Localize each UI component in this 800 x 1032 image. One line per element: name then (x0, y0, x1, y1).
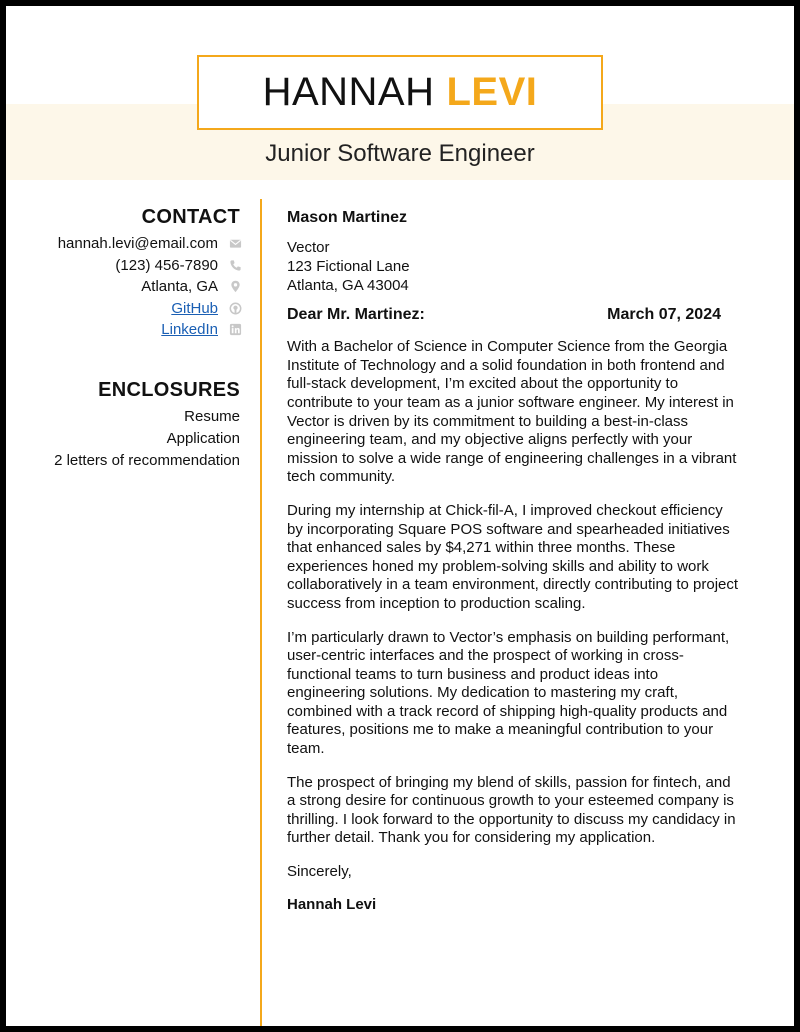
enclosures-section (26, 379, 240, 472)
recipient-address (287, 239, 739, 296)
body-paragraph: I’m particularly drawn to Vector’s emphasis on building performant, user-centric interfaces and the prospect of working in cross-functional teams to turn business and product ideas into engineering solutions. My dedication to mastering my craft, combined with a track record of shipping high-quality products and features, positions me to make a meaningful contribution to your team. (287, 628, 730, 758)
github-icon (228, 301, 242, 315)
column-divider (260, 199, 262, 1026)
recipient-name: Mason Martinez (287, 209, 408, 226)
enclosure-item: 2 letters of recommendation (54, 451, 240, 469)
job-title: Junior Software Engineer (265, 140, 535, 167)
location-text: Atlanta, GA (141, 278, 218, 296)
contact-heading: CONTACT (141, 206, 240, 228)
sidebar (26, 206, 240, 472)
salutation: Dear Mr. Martinez: (287, 305, 425, 323)
body-paragraph: With a Bachelor of Science in Computer Science from the Georgia Institute of Technology and a solid foundation in both frontend and full-stack development, I’m excited about the opportunity to contribute to your team as a junior software engineer. My interest in Vector is driven by its commitment to building a best-in-class engineering team, and my objective aligns perfectly with your mission to solve a wide range of engineering challenges in a vibrant tech community. (287, 338, 737, 486)
enclosure-item: Resume (184, 407, 240, 425)
body-paragraph: During my internship at Chick-fil-A, I improved checkout efficiency by incorporating Square POS software and spearheaded initiatives that enhanced sales by $4,271 within three months. These experiences honed my problem-solving skills and ability to work collaboratively in a team environment, directly contributing to project success from inception to production scaling. (287, 501, 739, 612)
contact-linkedin (26, 319, 240, 341)
name-box (197, 55, 603, 130)
map-pin-icon (228, 280, 242, 294)
linkedin-link[interactable]: LinkedIn (161, 321, 218, 339)
enclosure-item: Application (166, 429, 240, 447)
street-address: 123 Fictional Lane (287, 257, 410, 275)
first-name: HANNAH (262, 70, 435, 114)
greeting-row (287, 306, 739, 325)
linkedin-icon (228, 323, 242, 337)
company-name: Vector (287, 238, 330, 256)
letter-date: March 07, 2024 (607, 305, 721, 323)
signature-name: Hannah Levi (287, 895, 377, 913)
contact-github (26, 298, 240, 320)
body-paragraph: The prospect of bringing my blend of skills, passion for fintech, and a strong desire for continuous growth to your esteemed company is thrilling. I look forward to the opportunity to discuss my candidacy in further detail. Thank you for considering my application. (287, 773, 736, 847)
contact-location (26, 276, 240, 298)
contact-phone (26, 255, 240, 277)
email-text: hannah.levi@email.com (57, 235, 218, 253)
phone-icon (228, 258, 242, 272)
contact-email (26, 233, 240, 255)
envelope-icon (228, 237, 242, 251)
city-state-zip: Atlanta, GA 43004 (287, 276, 409, 294)
last-name: LEVI (446, 70, 538, 114)
github-link[interactable]: GitHub (171, 299, 218, 317)
closing: Sincerely, (287, 863, 352, 881)
letter-body (287, 209, 739, 914)
enclosures-heading: ENCLOSURES (98, 378, 240, 401)
cover-letter-page (6, 6, 794, 1026)
phone-text: (123) 456-7890 (115, 256, 218, 274)
